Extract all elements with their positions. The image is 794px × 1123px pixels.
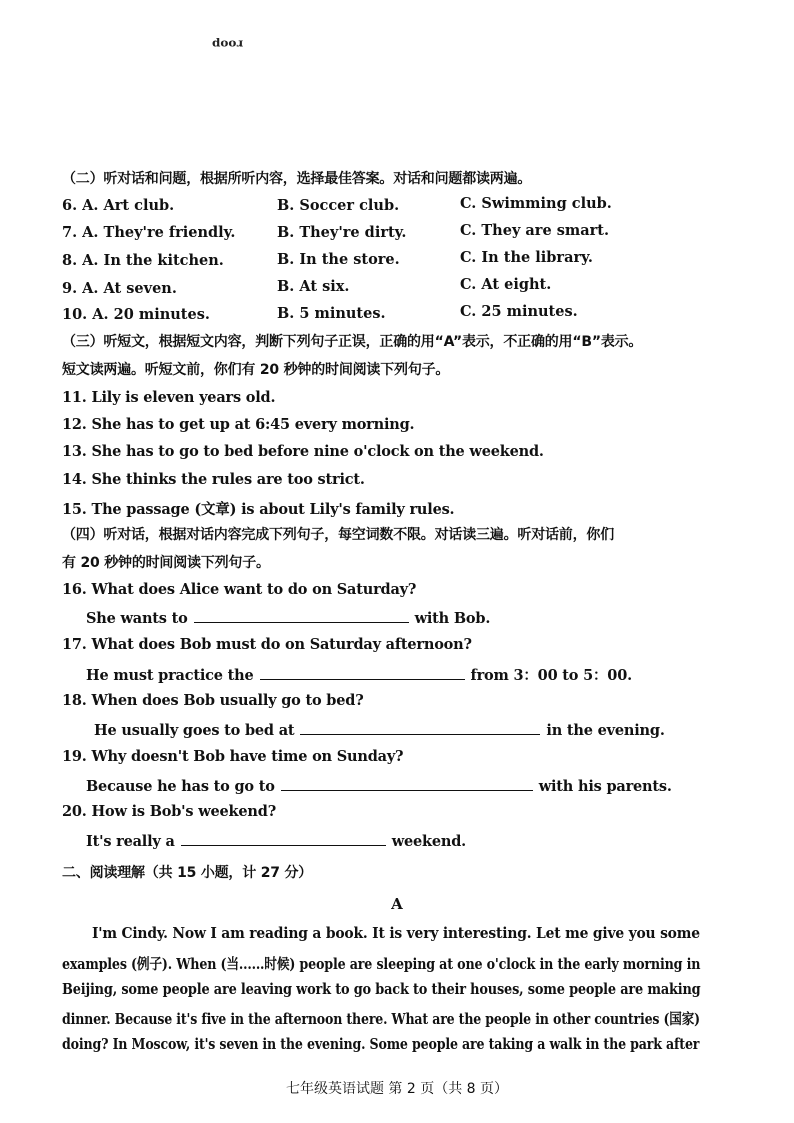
answer-16-prefix: She wants to (86, 610, 188, 627)
statement-11: 11. Lily is eleven years old. (62, 389, 276, 406)
answer-19-prefix: Because he has to go to (86, 778, 275, 795)
section2-heading: （二）听对话和问题，根据所听内容，选择最佳答案。对话和问题都读两遍。 (62, 171, 532, 187)
passage-line-1: I'm Cindy. Now I am reading a book. It is very interesting. Let me give you some (92, 925, 700, 942)
passage-line-4: dinner. Because it's five in the afternoon there. What are the people in other countries (国家) (62, 1011, 700, 1028)
statement-14: 14. She thinks the rules are too strict. (62, 471, 365, 488)
answer-line-16 (86, 608, 490, 627)
passage-line-5: doing? In Moscow, it's seven in the evening. Some people are taking a walk in the park after (62, 1036, 700, 1053)
answer-20-blank[interactable] (181, 831, 386, 846)
q7-option-b: B. They're dirty. (277, 224, 407, 241)
question-20: 20. How is Bob's weekend? (62, 803, 276, 820)
top-mark: dooɹ (212, 36, 244, 50)
passage-line-3: Beijing, some people are leaving work to go back to their houses, some people are making (62, 981, 701, 998)
answer-line-18 (94, 720, 665, 739)
q10-option-b: B. 5 minutes. (277, 305, 386, 322)
answer-17-blank[interactable] (260, 665, 465, 680)
q10-option-a: 10. A. 20 minutes. (62, 306, 210, 323)
answer-line-20 (86, 831, 466, 850)
passage-label: A (391, 895, 403, 913)
statement-15: 15. The passage (文章) is about Lily's family rules. (62, 501, 455, 518)
statement-12: 12. She has to get up at 6:45 every morning. (62, 416, 415, 433)
answer-16-blank[interactable] (194, 608, 409, 623)
reading-heading: 二、阅读理解（共 15 小题，计 27 分） (62, 865, 313, 881)
q9-option-a: 9. A. At seven. (62, 280, 177, 297)
answer-18-prefix: He usually goes to bed at (94, 722, 295, 739)
q10-option-c: C. 25 minutes. (460, 303, 578, 320)
question-19: 19. Why doesn't Bob have time on Sunday? (62, 748, 404, 765)
q6-option-b: B. Soccer club. (277, 197, 400, 214)
answer-17-suffix: from 3：00 to 5：00. (470, 667, 632, 684)
answer-18-blank[interactable] (300, 720, 540, 735)
q9-option-b: B. At six. (277, 278, 350, 295)
answer-19-suffix: with his parents. (538, 778, 672, 795)
q6-option-a: 6. A. Art club. (62, 197, 175, 214)
section3-heading-line1: （三）听短文，根据短文内容，判断下列句子正误，正确的用“A”表示，不正确的用“B”表示。 (62, 334, 643, 350)
answer-18-suffix: in the evening. (546, 722, 665, 739)
answer-20-prefix: It's really a (86, 833, 175, 850)
q8-option-b: B. In the store. (277, 251, 400, 268)
statement-13: 13. She has to go to bed before nine o'clock on the weekend. (62, 443, 544, 460)
answer-19-blank[interactable] (281, 776, 533, 791)
question-17: 17. What does Bob must do on Saturday afternoon? (62, 636, 472, 653)
answer-line-17 (86, 664, 632, 685)
q7-option-c: C. They are smart. (460, 222, 610, 239)
question-16: 16. What does Alice want to do on Saturday? (62, 581, 417, 598)
q8-option-c: C. In the library. (460, 249, 593, 266)
answer-17-prefix: He must practice the (86, 667, 254, 684)
q6-option-c: C. Swimming club. (460, 195, 612, 212)
answer-16-suffix: with Bob. (414, 610, 491, 627)
answer-line-19 (86, 776, 672, 795)
answer-20-suffix: weekend. (391, 833, 467, 850)
q8-option-a: 8. A. In the kitchen. (62, 252, 224, 269)
question-18: 18. When does Bob usually go to bed? (62, 692, 364, 709)
section3-heading-line2: 短文读两遍。听短文前，你们有 20 秒钟的时间阅读下列句子。 (62, 362, 450, 378)
section4-heading-line1: （四）听对话，根据对话内容完成下列句子，每空词数不限。对话读三遍。听对话前，你们 (62, 527, 614, 543)
section4-heading-line2: 有 20 秒钟的时间阅读下列句子。 (62, 555, 270, 571)
passage-line-2: examples (例子). When (当......时候) people are sleeping at one o'clock in the early morning in (62, 956, 701, 973)
q9-option-c: C. At eight. (460, 276, 552, 293)
page-footer: 七年级英语试题 第 2 页（共 8 页） (285, 1081, 509, 1097)
q7-option-a: 7. A. They're friendly. (62, 224, 236, 241)
